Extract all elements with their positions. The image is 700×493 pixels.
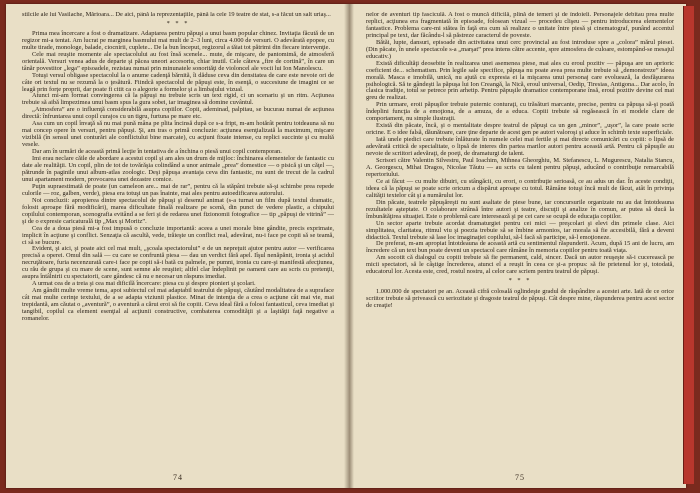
paragraph: Asa cum un copil învaţă să nu mai pună mâna pe plita încinsă după ce s-a fript, m-am hotărât pentru totdeauna să nu mai concep opere în versuri, pentru păpuşi. Şi, am tras o primă concluzie: acţiunea esenţializată la maximum, mişcare vizibilă (în sensul unei conturări ale conflictului bine marcate), cu acţiuni fixate intense, cu replici succinte şi cu multă vesele. [22, 120, 334, 149]
footnote: 1.000.000 de spectatori pe an. Această cifră colosală oglindeşte gradul de răspândire a acestei arte. Iată de ce orice scriitor trebuie să privească cu seriozitate şi dragoste teatrul de păpuşi. Cât despre mine, răspunderea pentru acest sector de creaţie! [366, 288, 674, 310]
paragraph: Noi concluzii: apropierea dintre spectacolul de păpuşi şi desenul animat (s-a turnat un film după textul dramatic, folosit aproape fără modificări), marea dificultate finală realizare pe scenă, din punct de vedere plastic, a chipului copilului contemporan, scenografia evitând a se feri şi de redarea unei fizionomii fotografice — tip „păpuşi de vitrină” — şi de o expresie caricaturală tip „Max şi Moritz”. [22, 196, 334, 225]
paragraph: De preferat, m-am apropiat întotdeauna de această artă cu sentimentul răspunderii. Acum, după 15 ani de lucru, am încredere că un text bun poate deveni un spectacol care rămâne în memoria copiilor pentru toată viaţa. [366, 240, 674, 255]
paragraph: Bătăi, lupte, dansuri, episoade din activitatea unui cerc provincial au fost introduse spre a „colora” mărul piesei. (Din păcate, în unele spectacole s-a „marşat” prea intens către accente, spre atmosfera de culoare, estompând-se mesajul educativ.) [366, 38, 674, 60]
paragraph: Imi erau neclare căile de abordare a acestui copil şi am ales un drum de mijloc: închinarea elementelor de fantastic cu date ale realităţii. Un copil, plin de tot de tovărăşia colindând a unor animale „prea” domestice — o pisică şi un căţel —, pătrunde în paginile unui album-atlas zoologic. Deşi păpuşa avantaja ceva din fantastic, nu sunt de trecut de la cadrul unui apartament modern, provocarea unei dezastre comice. [22, 155, 334, 183]
paragraph: Iată unele piedici care trebuie înlăturate în numele celei mai fertile şi mai directe comunicări cu copiii: o lipsă de adevărată critică de specialitate, o lipsă de interes din partea marilor autori pentru această artă. Pentru că păpuşile au nevoie de scriitori adevăraţi, de poeţi, de dramaturgi de talent. [366, 136, 674, 158]
paragraph: Un sector aparte trebuie acordat dramaturgiei pentru cei mici — preşcolari şi elevi din primele clase. Aici simplitatea, claritatea, ritmul viu şi poezia trebuie să se îmbine armonios, iar morala să fie accesibilă, fără a deveni didactică. Textul trebuie să lase loc imaginaţiei copilului, să-l facă să participe, să-l emoţioneze. [366, 219, 674, 241]
paragraph: Dar am în urmări de această primă lecţie în tentativa de a închina o piesă unui copil contemporan. [32, 148, 282, 156]
left-page [22, 12, 334, 482]
paragraph: stilcile ale lui Vasilache, Mărioara... De aici, până la reprezentaţiile, până la cele 19 teatre de stat, s-a făcut un salt uriaş... [22, 12, 331, 18]
paragraph: Ce ai făcut — cu multe dibuiri, cu stângăcii, cu erori, o contribuţie serioasă, ce au adus un dar. În aceste condiţii, ideea că la păpuşi se poate scrie oricum a dispărut aproape cu totul. Rămâne totuşi încă mult de făcut, atât în privinţa calităţii textelor cât şi a numărului lor. [366, 177, 674, 199]
paragraph: Puţin supraestimată de poate (un cameleon are... mai de rar”, pentru că la stăpâni trebuie să-şi schimbe prea repede culorile — roz, galben, verde), piesa era totuşi un pas înainte, mai ales pentru autoedificarea autorului. [22, 182, 334, 197]
paragraph: Atunci mi-am format convingerea că la păpuşi nu trebuie scris un text rigid, ci un scenariu şi un ritm. Acţiunea trebuie să aibă limpezimea unui basm spus la gura sobei, iar imaginea să domine cuvântul. [22, 92, 334, 107]
paragraph: Cea de a doua piesă mi-a fost impusă o concluzie importantă: aceea a unei morale bine gândite, precis exprimate, implicit în acţiune şi conflict. Senzaţia că ascultă, vede, trăieşte un conflict real, adevărat, nu-i face pe copii să se teamă, ci să se bucure. [22, 224, 334, 246]
paragraph: Totuşi versul obligase spectacolul la o anume cadenţă bărnită, îi dăduse ceva din densitatea de care este nevoie ori de câte ori textul nu se rezumă la o ţesătură. Fiindcă spectacolul de păpuşi este, în esenţă, o succesiune de imagini ce se leagă prin forţe proprii, dar poate fi citit ca o alegorie a formelor şi a limbajului vizual. [22, 71, 334, 93]
page-number: 74 [173, 473, 183, 482]
paragraph: Prin urmare, eroii păpuşilor trebuie puternic conturaţi, cu trăsături marcante, precise, pentru ca păpuşa să-şi poată îndeplini funcţia de a emoţiona, de a amuza, de a educa. Copiii trebuie să regăsească în ei modele clare de comportament, nu simple ilustraţii. [366, 101, 674, 123]
page-number: 75 [515, 473, 525, 482]
book-gutter [344, 4, 354, 488]
paragraph: Există dificultăţi deosebite în realizarea unei asemenea piese, mai ales cu eroul pozitiv — păpuşa are un aprioric coeficient de... schematism. Prin legile sale specifice, păpuşa nu poate avea prea multe trebuie să „demonstreze” ideea morală. Masca e imobilă, unică, nu ajută cu expresia ei la mişcarea unui personaj care evoluează, la desfăşurarea psihologică. Să te gândeşti la păpuşa lui Ion Creangă, la Nică, eroul universal, Oedip, Tiresias, Antigona... Dar acolo, în clasica tradiţie, totul se petrece prin arhetip. Pentru păpuşile dramatice contemporane însă, eroul pozitiv devine cel mai greu de realizat. [366, 59, 674, 102]
paragraph: Scrisori către Valentin Silvestru, Paul Ioachim, Mihnea Gheorghiu, M. Stefanescu, L. Mugurescu, Natalia Stancu, A. Georgescu, Mihai Dragos, Nicolae Tăutu — au scris cu talent pentru păpuşi, aducând o contribuţie remarcabilă repertoriului. [366, 157, 674, 178]
paragraph: Din păcate, teatrele păpuşăreşti nu sunt asaltate de piese bune, iar concursurile organizate nu au dat întotdeauna rezultatele aşteptate. O colaborare strânsă între autori şi teatre, discuţii şi analize în comun, ar putea să ducă la îmbunătăţirea situaţiei. Este o problemă care interesează şi pe cei care se ocupă de educaţia copiilor. [366, 198, 674, 220]
paragraph: A urmat cea de a treia şi cea mai dificilă încercare: piesa cu şi despre pionieri şi şcolari. [32, 280, 256, 288]
right-page [366, 12, 674, 482]
paragraph: Cele mai reuşite momente ale spectacolului au fost însă scenele... mute, de mişcare, de pantomimă, de atmosferă orientală. Versuri venea adus de departe şi păcea uneori accesoriu, chiar inutil. Cele câteva „fire de cortină”, în care un tânăr povestitor „lega” episoadele, rezistau numai prin minunatele sonorităţi de violoncel ale vocii lui Ion Manolescu. [22, 50, 334, 72]
paragraph: nelor de aventuri tip fasciculă. A fost o muncă dificilă, plină de temeri şi de îndoieli. Personajele debitau prea multe replici, acţiunea era fragmentată în episoade, folosean vizual — procedeu clişeu — pentru introducerea elementelor fantastice. Problema care-mi stătea în faţă era cum să realizez o unitate între piesă şi cinematograf, punând accentul principal pe text, dar făcându-l să păstreze caracterul de poveste. [366, 12, 674, 39]
paragraph: Există din păcate, încă, şi o mentalitate despre teatrul de păpuşi ca un gen „minor”, „uşor”, la care poate scrie oricine. E o idee falsă, dăunătoare, care ţine departe de acest gen pe autori valoroşi şi aduce în schimb texte superficiale. [366, 122, 674, 137]
section-divider: * * * [166, 19, 190, 27]
book-cover-edge [683, 6, 694, 484]
paragraph: Prima mea încercare a fost o dramatizare. Adaptarea pentru păpuşi a unui basm popular chinez. Invitaţia făcută de un regizor mi-a tentat. Am lucrat pe marginea basmului mai mult de 2–3 luni, circa 4.000 de versuri. O adevărată epopee, cu multe tirade, monologe, balade, ciocnirii, cuplete... De la bun început, regizorul a tăiat tot pătrimi din fiecare intervenţie. [22, 29, 334, 51]
section-divider: * * * [508, 277, 532, 285]
paragraph: Evident, şi aici, şi poate aici cel mai mult, „şcoala spectatorului” e de un nepreţuit ajutor pentru autor — verificarea precisă a operei. Omul din sală — cu care se confruntă piesa — dau un verdict fără apel. Iîşul nenăpănit, ironia şi acidul necruţătoare, furia necenzurată care-i face pe copii să-i bată cu palmele, pe pumni, ironia cu care-şi manifestă afecţiunea, cu rău de grupa şi cu mare de scene, sunt semne ale reuşitei; altfel clar îndeplinit pe oameni care au scris cu pretenţii, asupra întâlnirii cu spectatorii, care gândesc că nu e necesar un răspuns imediat. [22, 245, 334, 281]
book-spread [6, 4, 686, 488]
paragraph: Am socotit că dialogul cu copiii trebuie să fie permanent, cald, sincer. Dacă un autor reuşeşte să-i cucerească pe micii spectatori, să le câştige încrederea, atunci el a reuşit în ceea ce şi-a propus: să fie prietenul lor şi, totodată, educatorul lor. Acesta este, cred, rostul nostru, al celor care scriem pentru teatrul de păpuşi. [366, 254, 674, 276]
paragraph: „Atmosfera” are o influenţă considerabilă asupra copiilor. Copii, ademinad, palpitau, se bucurau numai de acţiunea directă: înfruntarea unui copil curajos cu un tigru, furtuna pe mare etc. [22, 106, 334, 121]
paragraph: Am gândit multe vreme tema, apoi subiectul cel mai adaptabil teatrului de păpuşi, căutând modalitatea de a supraface cât mai multe cerinţe textului, de a se adapta viziunii plastice. Minat de intenţia de a crea o acţiune cât mai vie, mai trepidantă, am căutat o „aventură”, o aventură a cărui eroi să fie copiii. Ceva ideal fără a folosi fantasticul, ceva imediat şi tangibil, copilul ca element esenţial al acţiunii constructive, combaterea comodităţii şi a laşităţii faţă negative a romanelor. [22, 287, 334, 322]
